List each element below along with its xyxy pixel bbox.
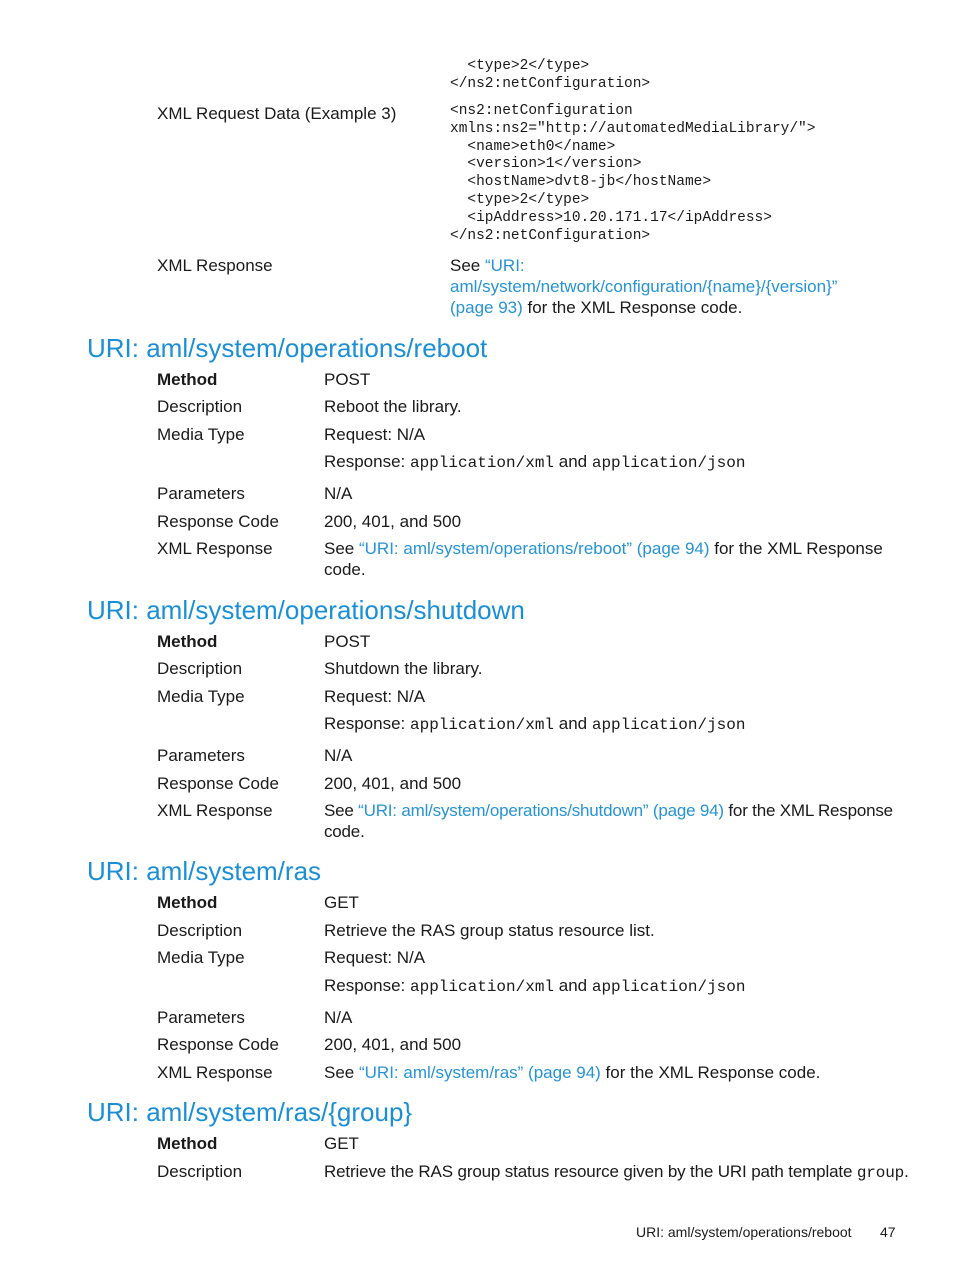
see-text: See [324,1063,359,1082]
ras-method-value: GET [324,893,359,912]
shutdown-parameters-value: N/A [324,746,353,765]
ras-group-method-label: Method [157,1134,218,1153]
reboot-link[interactable]: “URI: aml/system/operations/reboot” (page 94) [358,539,710,558]
ras-media-response [324,975,904,998]
ras-link[interactable]: “URI: aml/system/ras” (page 94) [358,1063,601,1082]
shutdown-response-code-label: Response Code [157,774,279,793]
ex3-code: <ns2:netConfiguration xmlns:ns2="http://automatedMediaLibrary/"> <name>eth0</name> <version>1</version> <hostName>dvt8-jb</hostName> <type>2</type> <ipAddress>10.20.171.17</ipAddress> </ns2:netConfiguration> [450,103,816,244]
code-word: code. [324,560,366,579]
shutdown-media-request: Request: N/A [324,687,426,706]
see-text: See [450,256,485,275]
ex3-label: XML Request Data (Example 3) [157,104,397,123]
ras-group-description-label: Description [157,1162,243,1181]
ras-heading: URI: aml/system/ras [87,856,322,886]
and-text: and [554,714,592,733]
network-config-link-2[interactable]: aml/system/network/configuration/{name}/{version}” [450,277,838,296]
suffix-text: for the XML Response code. [522,298,743,317]
ras-media-request: Request: N/A [324,948,426,967]
ras-group-description-value [324,1161,924,1184]
response-prefix: Response: [324,714,410,733]
ras-description-value: Retrieve the RAS group status resource list. [324,921,655,940]
reboot-description-value: Reboot the library. [324,397,462,416]
reboot-parameters-value: N/A [324,484,353,503]
ras-response-code-label: Response Code [157,1035,279,1054]
ras-xml-response-value [324,1062,904,1083]
description-end: . [904,1162,909,1181]
footer-page-number: 47 [880,1224,896,1240]
reboot-media-type-label: Media Type [157,425,245,444]
app-xml: application/xml [410,978,555,996]
shutdown-link[interactable]: “URI: aml/system/operations/shutdown” (page 94) [358,801,724,820]
footer-running-title: URI: aml/system/operations/reboot [636,1224,852,1240]
reboot-description-label: Description [157,397,243,416]
ras-method-label: Method [157,893,218,912]
shutdown-xml-response-label: XML Response [157,801,273,820]
description-text: Retrieve the RAS group status resource given by the URI path template [324,1162,857,1181]
group-code: group [856,1164,905,1182]
shutdown-method-label: Method [157,632,218,651]
network-config-link-1[interactable]: “URI: [484,256,525,275]
reboot-method-value: POST [324,370,371,389]
app-xml: application/xml [410,454,555,472]
ras-description-label: Description [157,921,243,940]
suffix-text: for the XML Response [709,539,883,558]
response-prefix: Response: [324,452,410,471]
ras-media-type-label: Media Type [157,948,245,967]
response-prefix: Response: [324,976,410,995]
ras-xml-response-label: XML Response [157,1063,273,1082]
top-xml-response-value [450,255,890,318]
shutdown-parameters-label: Parameters [157,746,245,765]
app-json: application/json [591,978,746,996]
shutdown-media-type-label: Media Type [157,687,245,706]
shutdown-heading: URI: aml/system/operations/shutdown [87,595,525,625]
shutdown-media-response [324,713,904,736]
shutdown-description-label: Description [157,659,243,678]
shutdown-xml-response-value [324,800,904,842]
reboot-heading: URI: aml/system/operations/reboot [87,333,488,363]
reboot-method-label: Method [157,370,218,389]
and-text: and [554,452,592,471]
suffix-text: for the XML Response [723,801,893,820]
ras-group-heading: URI: aml/system/ras/{group} [87,1097,413,1127]
suffix-text: for the XML Response code. [600,1063,821,1082]
see-text: See [324,539,359,558]
reboot-xml-response-value [324,538,904,580]
ras-group-method-value: GET [324,1134,359,1153]
ras-parameters-label: Parameters [157,1008,245,1027]
and-text: and [554,976,592,995]
top-xml-response-label: XML Response [157,256,273,275]
reboot-media-response [324,451,904,474]
app-xml: application/xml [410,716,555,734]
reboot-response-code-label: Response Code [157,512,279,531]
app-json: application/json [591,716,746,734]
reboot-media-request: Request: N/A [324,425,426,444]
see-text: See [324,801,359,820]
shutdown-description-value: Shutdown the library. [324,659,483,678]
reboot-parameters-label: Parameters [157,484,245,503]
reboot-response-code-value: 200, 401, and 500 [324,512,462,531]
shutdown-method-value: POST [324,632,371,651]
shutdown-response-code-value: 200, 401, and 500 [324,774,462,793]
code-word: code. [324,822,365,841]
ras-parameters-value: N/A [324,1008,353,1027]
network-config-link-3[interactable]: (page 93) [450,298,523,317]
ras-response-code-value: 200, 401, and 500 [324,1035,462,1054]
code-tail: <type>2</type> </ns2:netConfiguration> [450,58,651,92]
reboot-xml-response-label: XML Response [157,539,273,558]
app-json: application/json [591,454,746,472]
